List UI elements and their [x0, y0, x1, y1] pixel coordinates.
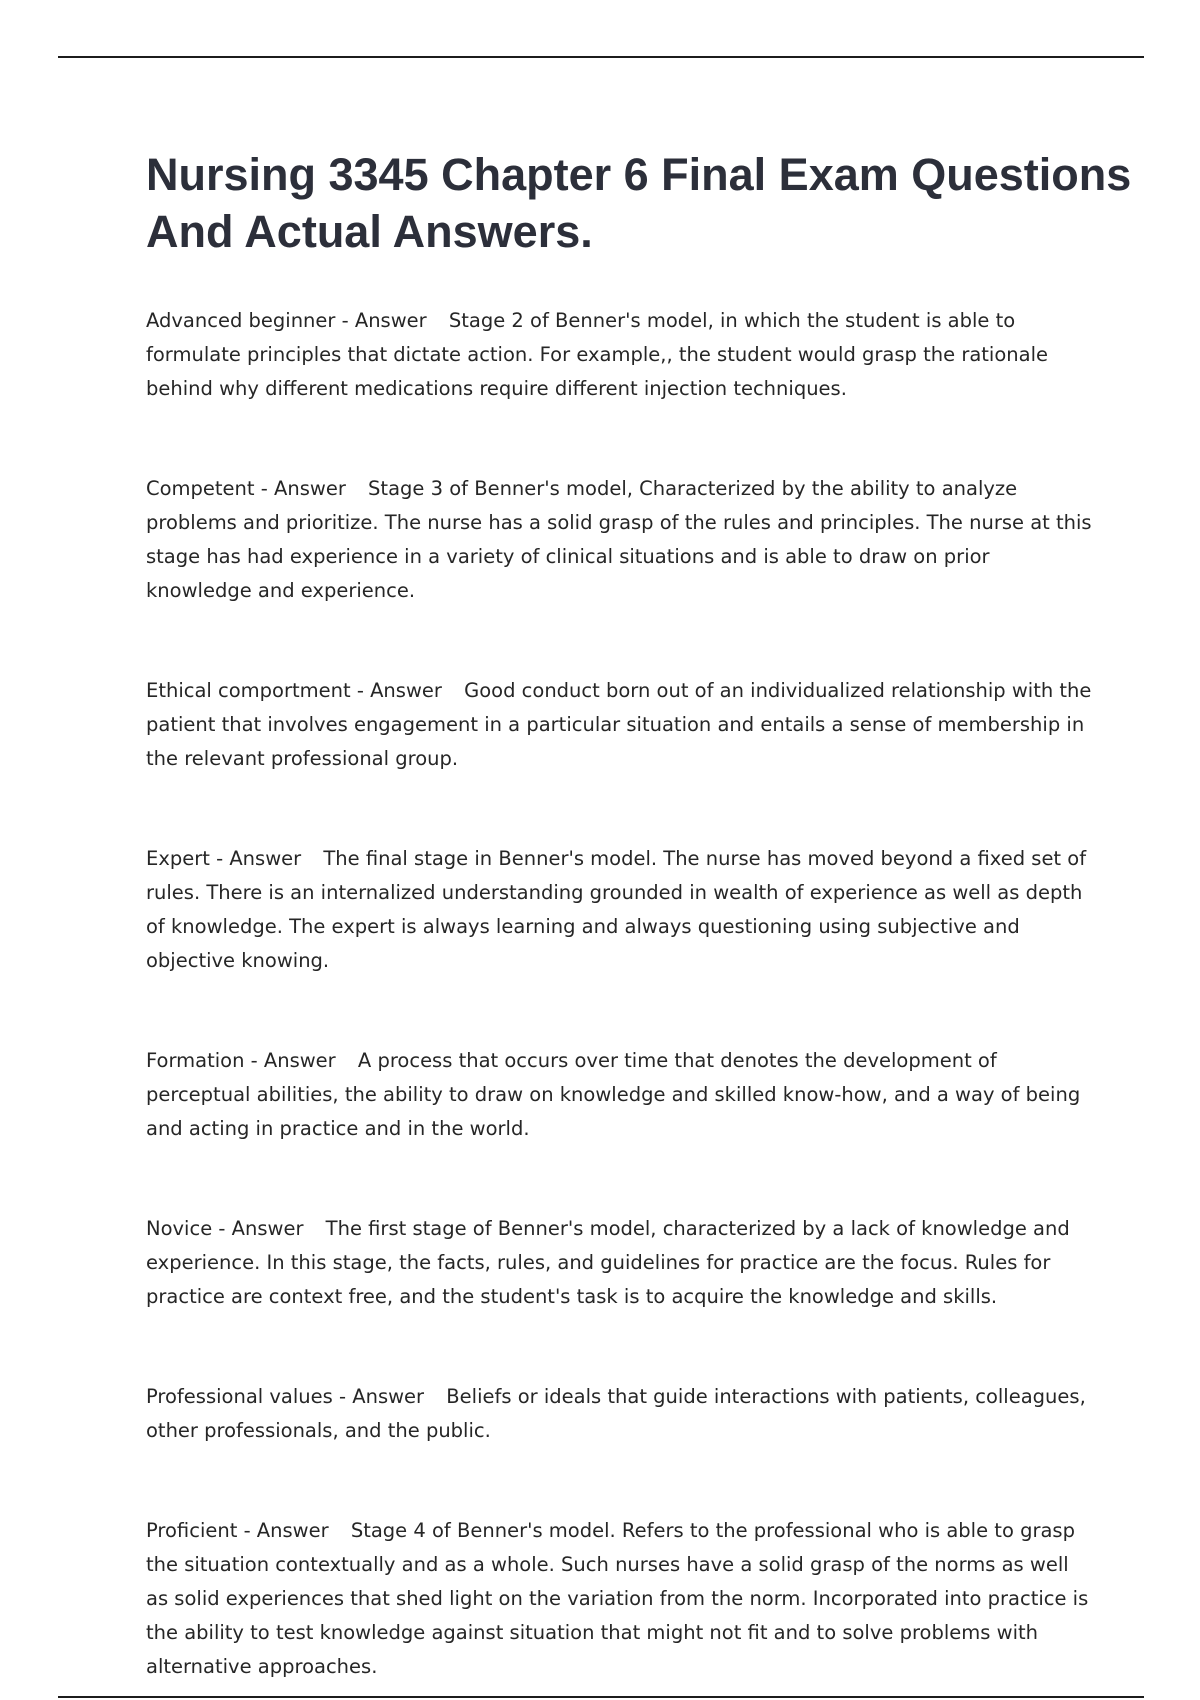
entry-separator: - Answer	[339, 1385, 425, 1408]
entry-term: Advanced beginner	[146, 309, 336, 332]
entry-separator: - Answer	[218, 1217, 304, 1240]
entry-definition: A process that occurs over time that denotes the development of perceptual abilities, the ability to draw on knowledge and skilled know-how, and a way of being and acting in practice and in the world.	[146, 1049, 1081, 1140]
entry-separator: - Answer	[243, 1519, 329, 1542]
entry-separator: - Answer	[250, 1049, 336, 1072]
entry-term: Professional values	[146, 1385, 333, 1408]
entry-separator: - Answer	[216, 847, 302, 870]
entry-term: Novice	[146, 1217, 213, 1240]
entry-expert	[146, 842, 1096, 978]
entry-definition: The final stage in Benner's model. The nurse has moved beyond a fixed set of rules. There is an internalized understanding grounded in wealth of experience as well as depth of knowledge. The expert is always learning and always questioning using subjective and objective knowing.	[146, 847, 1087, 972]
entry-novice	[146, 1212, 1096, 1314]
entry-professional-values	[146, 1380, 1096, 1448]
entry-term: Proficient	[146, 1519, 238, 1542]
entry-competent	[146, 472, 1096, 608]
entry-term: Formation	[146, 1049, 245, 1072]
entry-separator: - Answer	[260, 477, 346, 500]
entry-ethical-comportment	[146, 674, 1096, 776]
entry-term: Ethical comportment	[146, 679, 351, 702]
entry-definition: Beliefs or ideals that guide interactions with patients, colleagues, other professionals, and the public.	[146, 1385, 1086, 1442]
page-title: Nursing 3345 Chapter 6 Final Exam Questions And Actual Answers.	[146, 149, 1132, 257]
top-divider	[58, 56, 1144, 58]
entry-definition: Stage 4 of Benner's model. Refers to the professional who is able to grasp the situation contextually and as a whole. Such nurses have a solid grasp of the norms as well as solid experiences that shed light on the variation from the norm. Incorporated into practice is the ability to test knowledge against situation that might not fit and to solve problems with alternative approaches.	[146, 1519, 1089, 1678]
entry-term: Expert	[146, 847, 210, 870]
bottom-divider	[58, 1696, 1144, 1698]
entry-list	[146, 304, 1096, 1684]
entry-formation	[146, 1044, 1096, 1146]
entry-advanced-beginner	[146, 304, 1096, 406]
entry-proficient	[146, 1514, 1096, 1684]
entry-definition: The first stage of Benner's model, characterized by a lack of knowledge and experience. In this stage, the facts, rules, and guidelines for practice are the focus. Rules for practice are context free, and the student's task is to acquire the knowledge and skills.	[146, 1217, 1070, 1308]
entry-separator: - Answer	[356, 679, 442, 702]
entry-definition: Stage 2 of Benner's model, in which the student is able to formulate principles that dictate action. For example,, the student would grasp the rationale behind why different medications require different injection techniques.	[146, 309, 1048, 400]
entry-term: Competent	[146, 477, 255, 500]
entry-separator: - Answer	[341, 309, 427, 332]
entry-definition: Stage 3 of Benner's model, Characterized by the ability to analyze problems and prioritize. The nurse has a solid grasp of the rules and principles. The nurse at this stage has had experience in a variety of clinical situations and is able to draw on prior knowledge and experience.	[146, 477, 1092, 602]
entry-definition: Good conduct born out of an individualized relationship with the patient that involves engagement in a particular situation and entails a sense of membership in the relevant professional group.	[146, 679, 1092, 770]
